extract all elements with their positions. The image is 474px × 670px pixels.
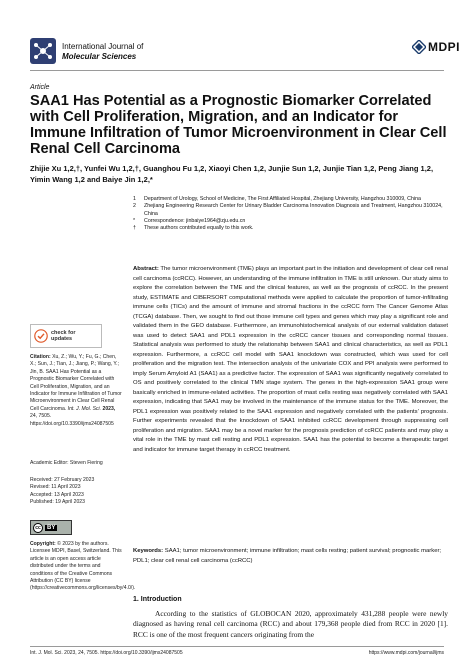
journal-name-line1: International Journal of: [62, 42, 144, 51]
mdpi-logo[interactable]: [412, 40, 460, 59]
journal-name[interactable]: [62, 42, 143, 62]
creative-commons-badge[interactable]: [30, 520, 72, 535]
updates-label-2: updates: [51, 336, 73, 342]
revised-date: Revised: 11 April 2023: [30, 484, 81, 491]
affiliation-mark: 1: [133, 196, 136, 202]
check-updates-icon: [34, 329, 48, 343]
citation: [30, 354, 122, 428]
intro-paragraph: According to the statistics of GLOBOCAN 2020, approximately 431,288 people were newly diagnosed as having renal cell carcinoma (RCC) and about 179,368 people died from RCC in 2020 [1]. RCC is one of the most frequent cancers originating from the: [133, 609, 448, 639]
affiliations: [133, 196, 448, 232]
equal-contribution-note: [133, 225, 448, 232]
affiliation-item: [133, 203, 448, 218]
keywords-text: SAA1; tumor microenvironment; immune infiltration; mast cells resting; patient survival; prognostic marker; PDL1; clear cell renal cell carcinoma (ccRCC): [133, 548, 442, 564]
header-rule: [30, 70, 444, 71]
updates-label-1: check for: [51, 330, 76, 336]
molecule-icon: [30, 38, 56, 64]
footer-journal-link[interactable]: https://www.mdpi.com/journal/ijms: [368, 650, 444, 656]
correspondence-email[interactable]: Correspondence: jinbaiye1964@zju.edu.cn: [144, 217, 246, 224]
cc-by-label: BY: [47, 524, 56, 531]
affiliation-text: Department of Urology, School of Medicine, The First Affiliated Hospital, Zhejiang University, Hangzhou 310009, China: [144, 196, 421, 202]
affiliation-text: These authors contributed equally to this work.: [144, 225, 254, 232]
page-footer: [30, 650, 444, 656]
mdpi-logo-icon: [412, 40, 426, 54]
footer-citation[interactable]: Int. J. Mol. Sci. 2023, 24, 7505. https://doi.org/10.3390/ijms24087505: [30, 650, 183, 656]
article-title: SAA1 Has Potential as a Prognostic Biomarker Correlated with Cell Proliferation, Migration, and an Indicator for Immune Infiltration of Tumor Microenvironment in Clear Cell Renal Cell Carcinoma: [30, 93, 447, 157]
copyright: [30, 541, 136, 593]
received-date: Received: 27 February 2023: [30, 477, 95, 483]
abstract-text: The tumor microenvironment (TME) plays an important part in the initiation and development of clear cell renal cell carcinoma (ccRCC). However, an understanding of the immune infiltration in TME is still unknown. Our study aims to explore the correlation between the TME and the clinical features, as well as the prognosis of ccRCC. In the present study, ESTIMATE and CIBERSORT computational methods were applied to calculate the proportion of tumor-infiltrating immune cells (TICs) and the amount of immune and stromal fractions in the ccRCC form The Cancer Genome Atlas (TCGA) database. Then, we sought to find out those immune cell types and genes which may play a significant role and validated them in the GEO database. Furthermore, an immunohistochemical analysis of our external validation dataset was used to detect SAA1 and PDL1 expression in the ccRCC cancer tissues and corresponding normal tissues. Statistical analysis was performed to study the relationship between SAA1 and clinical characteristics, as well as PDL1 expression. Furthermore, a ccRCC cell model with SAA1 knockdown was constructed, which was used for cell proliferation and the migration test. The intersection analysis of the univariate COX and PPI analysis were performed to imply Serum Amyloid A1 (SAA1) as a predictive factor. The expression of SAA1 was significantly negatively correlated to OS and positively correlated to the clinical TMN stage system. The genes in the high-expression SAA1 group were basically enriched in immune-related activities. The proportion of mast cells resting was negatively correlated with SAA1 expression, indicating that SAA1 may be involved in the maintenance of the immune status for the TME. Moreover, the PDL1 expression was positively related to the SAA1 expression and negatively correlated with the patients’ prognosis. Further experiments revealed that the knockdown of SAA1 inhibited ccRCC development through suppressing cell proliferation and migration. SAA1 may be a novel marker for the prognosis prediction of ccRCC patients and may play a vital role in the TME by mast cell resting and PDL1 expression. SAA1 has the potential to become a therapeutic target and indicator for immune target therapy in ccRCC treatment.: [133, 266, 449, 453]
abstract-label: Abstract:: [133, 266, 159, 272]
article-type: Article: [30, 84, 50, 91]
citation-text: Xu, Z.; Wu, Y.; Fu, G.; Chen, X.; Sun, J.; Tian, J.; Jiang, P.; Wang, Y.; Jin, B. SAA1 Has Potential as a Prognostic Biomarker Correlated with Cell Proliferation, Migration, and an Indicator for Immune Infiltration of Tumor Microenvironment in Clear Cell Renal Cell Carcinoma.: [30, 354, 122, 412]
citation-doi-link[interactable]: 24, 7505. https://doi.org/10.3390/ijms24087505: [30, 413, 114, 427]
keywords: [133, 547, 448, 566]
publication-dates: [30, 477, 122, 507]
copyright-text: © 2023 by the authors. Licensee MDPI, Basel, Switzerland. This article is an open access article distributed under the terms and conditions of the Creative Commons Attribution (CC BY) license (https://creativecommons.org/licenses/by/4.0/).: [30, 541, 136, 592]
affiliation-mark: 2: [133, 203, 136, 210]
published-date: Published: 19 April 2023: [30, 499, 85, 506]
affiliation-mark: *: [133, 217, 136, 224]
author-line-2: Yimin Wang 1,2 and Baiye Jin 1,2,*: [30, 175, 153, 184]
affiliation-mark: †: [133, 225, 136, 232]
mdpi-logo-text: MDPI: [428, 40, 460, 54]
keywords-label: Keywords:: [133, 548, 164, 554]
affiliation-text: Zhejiang Engineering Research Center for Urinary Bladder Carcinoma Innovation Diagnosis and Treatment, Hangzhou 310024, China: [144, 203, 443, 217]
citation-journal: Int. J. Mol. Sci.: [67, 405, 102, 412]
copyright-label: Copyright:: [30, 541, 56, 547]
accepted-date: Accepted: 13 April 2023: [30, 491, 84, 498]
footer-rule: [30, 646, 444, 647]
abstract: [133, 265, 448, 455]
correspondence[interactable]: [133, 218, 448, 225]
author-list: [30, 163, 448, 185]
author-line-1: Zhijie Xu 1,2,†, Yunfei Wu 1,2,†, Guanghou Fu 1,2, Xiaoyi Chen 1,2, Junjie Sun 1,2, Junjie Tian 1,2, Peng Jiang 1,2,: [30, 164, 434, 173]
check-for-updates-button[interactable]: [30, 324, 102, 348]
creative-commons-icon: cc: [33, 523, 43, 533]
citation-label: Citation:: [30, 354, 51, 360]
academic-editor: Academic Editor: Steven Fiering: [30, 460, 103, 466]
affiliation-item: [133, 196, 448, 203]
section-heading: 1. Introduction: [133, 596, 182, 603]
journal-name-line2: Molecular Sciences: [62, 52, 137, 61]
citation-year: 2023,: [102, 405, 116, 412]
